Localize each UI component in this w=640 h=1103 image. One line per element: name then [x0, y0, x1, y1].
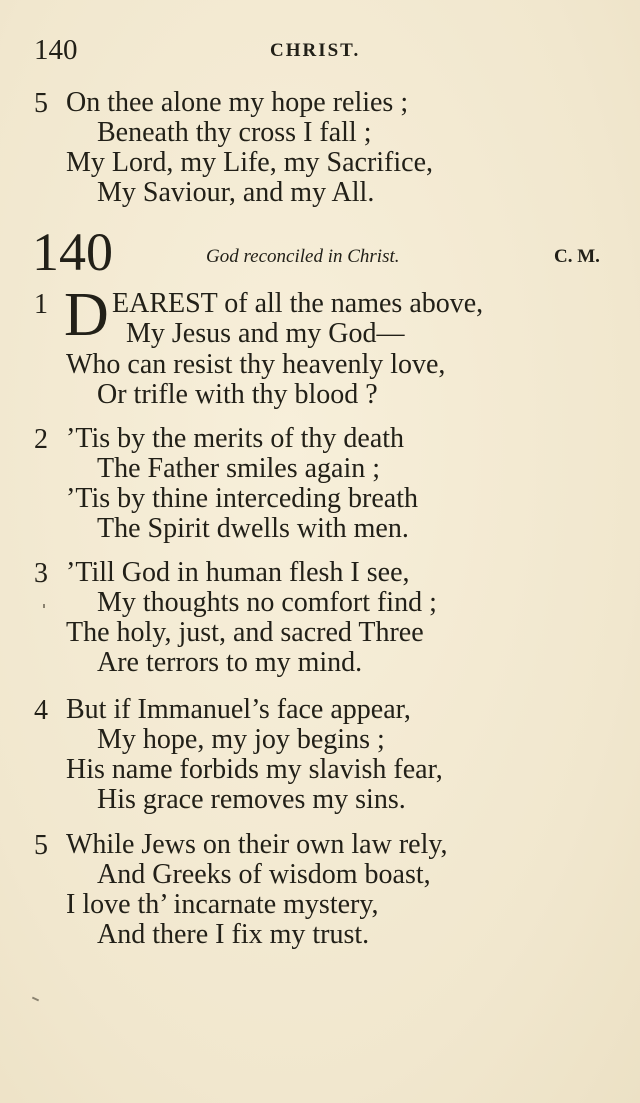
stanza-number: 3: [34, 558, 48, 589]
verse-line: The Father smiles again ;: [97, 453, 381, 484]
stanza-number: 2: [34, 424, 48, 455]
stanza-number: 5: [34, 88, 48, 119]
verse-line: Or trifle with thy blood ?: [97, 379, 378, 410]
ink-speck: [43, 604, 45, 608]
verse-line: But if Immanuel’s face appear,: [66, 694, 411, 725]
verse-line: My Lord, my Life, my Sacrifice,: [66, 147, 434, 178]
verse-line: And Greeks of wisdom boast,: [97, 859, 431, 890]
section-title: CHRIST.: [270, 40, 361, 61]
verse-line: My Jesus and my God—: [126, 318, 405, 349]
verse-line: EAREST of all the names above,: [112, 288, 484, 319]
verse-line: My hope, my joy begins ;: [97, 724, 385, 755]
verse-line: ’Tis by the merits of thy death: [66, 423, 405, 454]
verse-line: My thoughts no comfort find ;: [97, 587, 437, 618]
page-number: 140: [34, 34, 78, 66]
hymn-number: 140: [32, 222, 113, 282]
verse-line: On thee alone my hope relies ;: [66, 87, 409, 118]
hymn-meter: C. M.: [554, 246, 600, 267]
hymn-subtitle: God reconciled in Christ.: [206, 246, 400, 267]
verse-line: ’Till God in human flesh I see,: [66, 557, 410, 588]
drop-cap: D: [64, 281, 109, 349]
verse-line: Are terrors to my mind.: [97, 647, 363, 678]
verse-line: His name forbids my slavish fear,: [66, 754, 443, 785]
verse-line: Beneath thy cross I fall ;: [97, 117, 372, 148]
verse-line: And there I fix my trust.: [97, 919, 370, 950]
verse-line: His grace removes my sins.: [97, 784, 406, 815]
verse-line: The Spirit dwells with men.: [97, 513, 409, 544]
verse-line: I love th’ incarnate mystery,: [66, 889, 379, 920]
verse-line: The holy, just, and sacred Three: [66, 617, 424, 648]
stanza-number: 4: [34, 695, 48, 726]
verse-line: Who can resist thy heavenly love,: [66, 349, 446, 380]
stanza-number: 1: [34, 289, 48, 320]
verse-line: While Jews on their own law rely,: [66, 829, 448, 860]
stanza-number: 5: [34, 830, 48, 861]
verse-line: ’Tis by thine interceding breath: [66, 483, 419, 514]
ink-speck: [32, 997, 39, 1002]
verse-line: My Saviour, and my All.: [97, 177, 375, 208]
